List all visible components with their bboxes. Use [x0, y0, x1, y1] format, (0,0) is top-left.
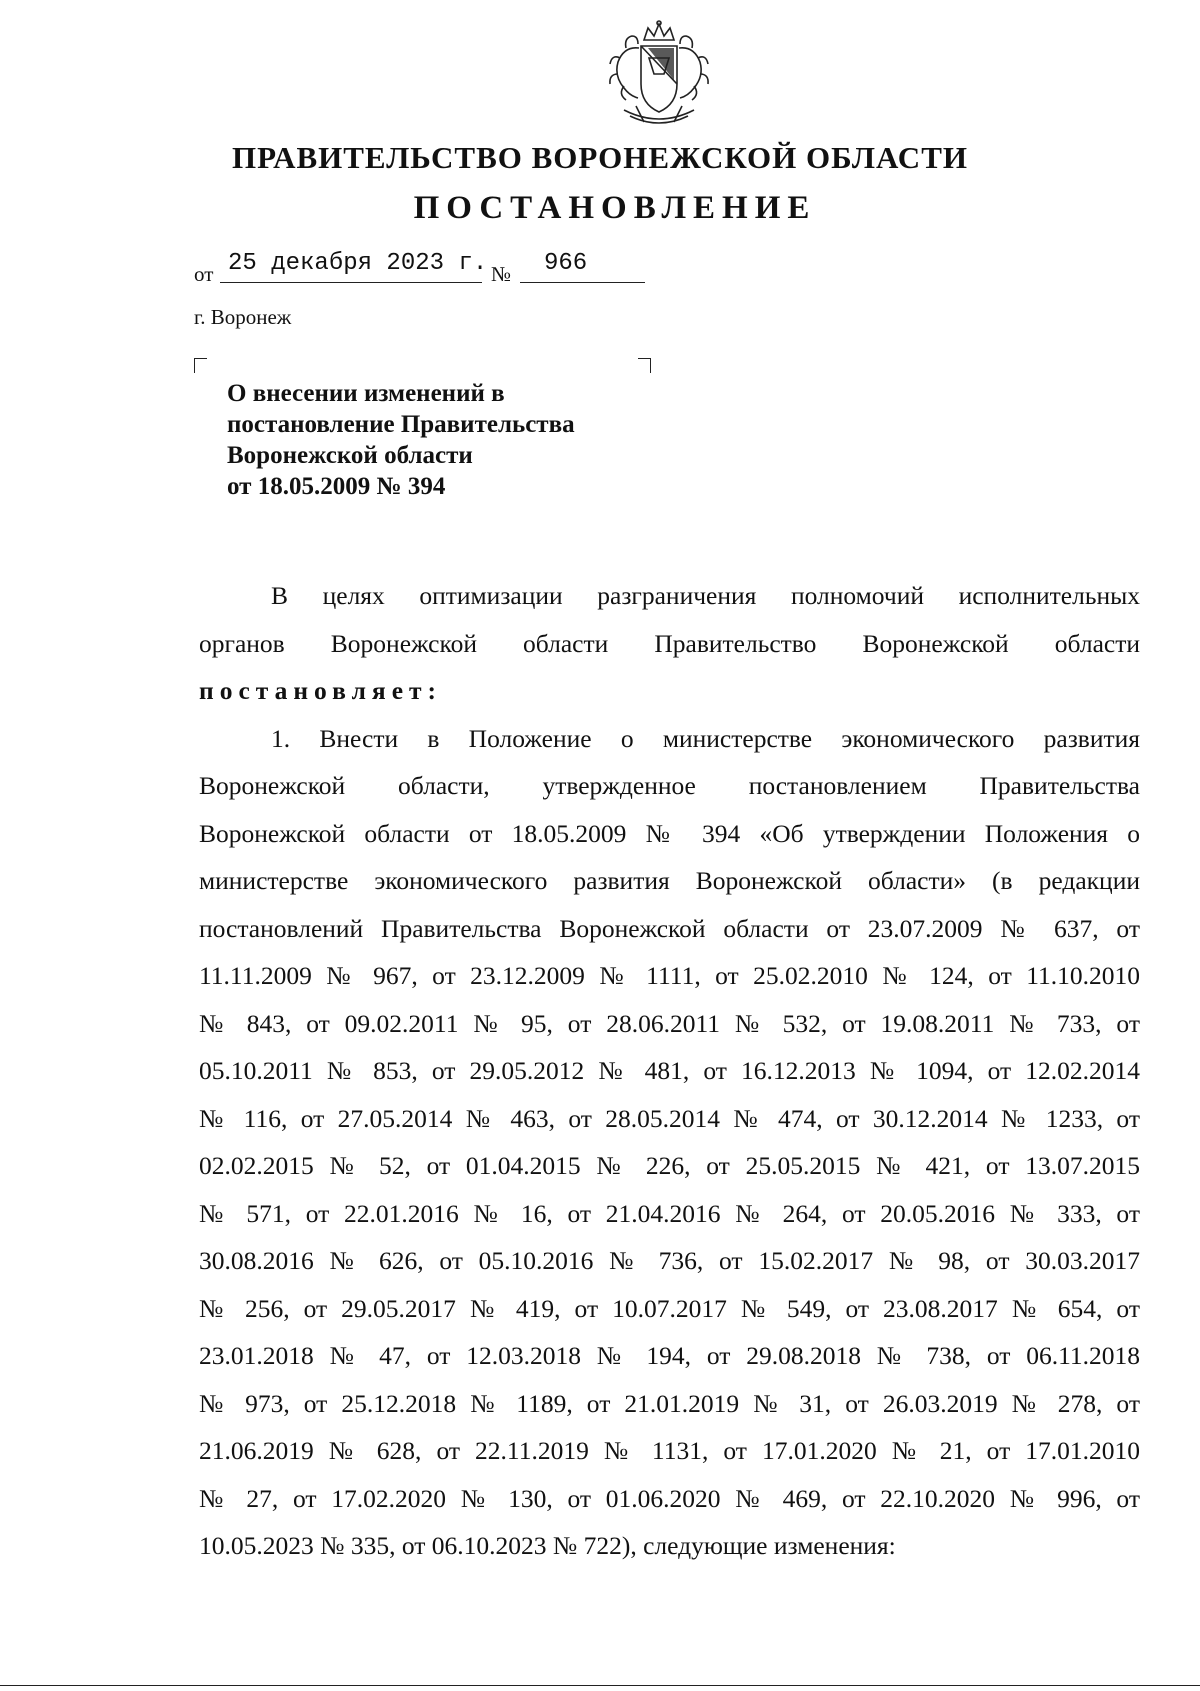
- preamble-line: В целях оптимизации разграничения полномочий исполнительных: [271, 581, 1140, 610]
- number-underline: [520, 282, 645, 283]
- date-underline: [220, 282, 482, 283]
- item-line: № 116, от 27.05.2014 № 463, от 28.05.2014 № 474, от 30.12.2014 № 1233, от: [199, 1103, 1140, 1133]
- preamble-line: органов Воронежской области Правительство Воронежской области: [199, 628, 1140, 658]
- document-date: 25 декабря 2023 г.: [228, 250, 488, 277]
- document-body: [199, 572, 1140, 1570]
- subject-line: постановление Правительства: [227, 411, 575, 438]
- item-line: постановлений Правительства Воронежской области от 23.07.2009 № 637, от: [199, 913, 1140, 943]
- document-type-title: ПОСТАНОВЛЕНИЕ: [413, 190, 817, 226]
- date-from-label: от: [194, 262, 214, 286]
- corner-mark-right: [638, 358, 651, 373]
- item-line: 10.05.2023 № 335, от 06.10.2023 № 722), следующие изменения:: [199, 1531, 896, 1560]
- page-bottom-rule: [0, 1685, 1200, 1686]
- item-line: № 256, от 29.05.2017 № 419, от 10.07.2017 № 549, от 23.08.2017 № 654, от: [199, 1293, 1140, 1323]
- item-line: 11.11.2009 № 967, от 23.12.2009 № 1111, от 25.02.2010 № 124, от 11.10.2010: [199, 961, 1140, 990]
- number-label: №: [491, 262, 512, 286]
- city-label: г. Воронеж: [194, 305, 292, 329]
- item-line: № 27, от 17.02.2020 № 130, от 01.06.2020 № 469, от 22.10.2020 № 996, от: [199, 1483, 1140, 1513]
- government-title: ПРАВИТЕЛЬСТВО ВОРОНЕЖСКОЙ ОБЛАСТИ: [232, 140, 968, 175]
- date-number-line: [194, 250, 664, 290]
- subject-line: О внесении изменений в: [227, 380, 505, 407]
- item-line: 30.08.2016 № 626, от 05.10.2016 № 736, от 15.02.2017 № 98, от 30.03.2017: [199, 1246, 1140, 1275]
- subject-line: Воронежской области: [227, 442, 473, 469]
- coat-of-arms-icon: [604, 18, 714, 130]
- item-line: № 843, от 09.02.2011 № 95, от 28.06.2011 № 532, от 19.08.2011 № 733, от: [199, 1008, 1140, 1038]
- decree-word-line: [199, 667, 1140, 715]
- document-subject: [227, 378, 647, 502]
- item-line: Воронежской области, утвержденное постановлением Правительства: [199, 771, 1140, 800]
- corner-mark-left: [194, 358, 207, 373]
- item-line: № 973, от 25.12.2018 № 1189, от 21.01.2019 № 31, от 26.03.2019 № 278, от: [199, 1388, 1140, 1418]
- item-line: 02.02.2015 № 52, от 01.04.2015 № 226, от 25.05.2015 № 421, от 13.07.2015: [199, 1151, 1140, 1180]
- decree-word: постановляет:: [199, 676, 443, 705]
- item-line: 1. Внести в Положение о министерстве экономического развития: [271, 723, 1140, 753]
- item-line: 23.01.2018 № 47, от 12.03.2018 № 194, от 29.08.2018 № 738, от 06.11.2018: [199, 1341, 1140, 1370]
- subject-line: от 18.05.2009 № 394: [227, 473, 446, 500]
- item-line: Воронежской области от 18.05.2009 № 394 «Об утверждении Положения о: [199, 818, 1140, 848]
- item-line: № 571, от 22.01.2016 № 16, от 21.04.2016 № 264, от 20.05.2016 № 333, от: [199, 1198, 1140, 1228]
- item-line: министерстве экономического развития Воронежской области» (в редакции: [199, 866, 1140, 895]
- item-line: 05.10.2011 № 853, от 29.05.2012 № 481, от 16.12.2013 № 1094, от 12.02.2014: [199, 1056, 1140, 1085]
- document-number: 966: [544, 250, 588, 277]
- item-line: 21.06.2019 № 628, от 22.11.2019 № 1131, от 17.01.2020 № 21, от 17.01.2010: [199, 1436, 1140, 1465]
